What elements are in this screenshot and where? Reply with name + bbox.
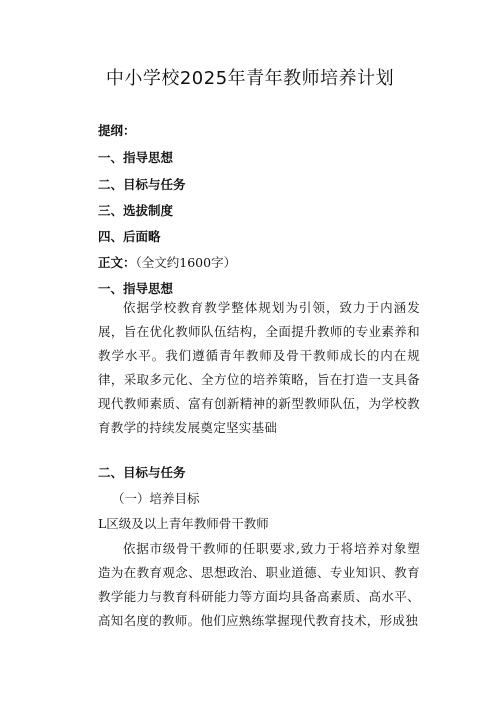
section1-heading: 一、指导思想 bbox=[98, 281, 174, 296]
section2-subheading: （一）培养目标 bbox=[112, 491, 200, 506]
section2-paragraph: 依据市级骨干教师的任职要求,致力于将培养对象塑造为在教育观念、思想政治、职业道德、专业知识、教育教学能力与教育科研能力等方面均具备高素质、高水平、高知名度的教师。他们应熟练掌握现代教育技术，形成独 bbox=[98, 541, 420, 628]
section2-item: L区级及以上青年教师骨干教师 bbox=[98, 516, 269, 531]
outline-item-3: 三、选拔制度 bbox=[98, 203, 174, 218]
document-title: 中小学校2025年青年教师培养计划 bbox=[105, 68, 395, 89]
body-label-line bbox=[98, 253, 236, 271]
outline-item-4: 四、后面略 bbox=[98, 229, 161, 244]
section1-paragraph: 依据学校教育教学整体规划为引领，致力于内涵发展，旨在优化教师队伍结构，全面提升教师的专业素养和教学水平。我们遵循青年教师及骨干教师成长的内在规律，采取多元化、全方位的培养策略，旨在打造一支具备现代教师素质、富有创新精神的新型教师队伍，为学校教育教学的持续发展奠定坚实基础 bbox=[98, 300, 420, 435]
length-note: （全文约1600字） bbox=[135, 255, 237, 270]
outline-item-1: 一、指导思想 bbox=[98, 150, 174, 165]
outline-item-2: 二、目标与任务 bbox=[98, 177, 186, 192]
outline-label: 提纲： bbox=[98, 123, 136, 138]
body-label: 正文： bbox=[98, 255, 136, 270]
section2-heading: 二、目标与任务 bbox=[98, 465, 186, 480]
